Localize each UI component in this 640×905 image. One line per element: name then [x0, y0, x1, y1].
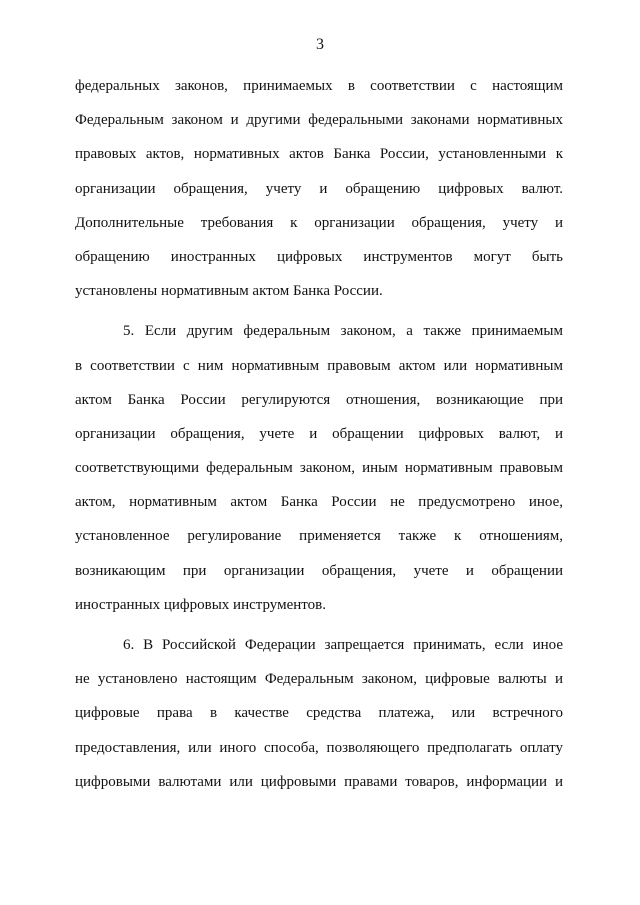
text-line: соответствующими федеральным законом, иным нормативным правовым: [75, 460, 563, 477]
text-line: иностранных цифровых инструментов.: [75, 596, 326, 613]
text-line: правовых актов, нормативных актов Банка России, установленными к: [75, 146, 563, 163]
text-line: установленное регулирование применяется также к отношениям,: [75, 528, 563, 545]
paragraph-item-5: [75, 314, 563, 622]
text-line: цифровыми валютами или цифровыми правами товаров, информации и: [75, 773, 563, 790]
text-line: 6. В Российской Федерации запрещается принимать, если иное: [123, 637, 563, 653]
text-line: организации обращения, учету и обращению цифровых валют.: [75, 180, 563, 197]
text-line: цифровые права в качестве средства платежа, или встречного: [75, 705, 563, 722]
text-line: актом Банка России регулируются отношения, возникающие при: [75, 391, 563, 408]
text-line: актом, нормативным актом Банка России не предусмотрено иное,: [75, 494, 563, 511]
text-line: обращению иностранных цифровых инструментов могут быть: [75, 248, 563, 265]
text-line: организации обращения, учете и обращении цифровых валют, и: [75, 425, 563, 442]
text-line: не установлено настоящим Федеральным законом, цифровые валюты и: [75, 671, 563, 688]
text-line: Дополнительные требования к организации обращения, учету и: [75, 214, 563, 231]
text-line: Федеральным законом и другими федеральными законами нормативных: [75, 112, 563, 129]
text-line: в соответствии с ним нормативным правовым актом или нормативным: [75, 357, 563, 374]
text-line: федеральных законов, принимаемых в соответствии с настоящим: [75, 78, 563, 94]
text-line: возникающим при организации обращения, учете и обращении: [75, 562, 563, 579]
paragraph-item-6: [75, 628, 563, 799]
text-line: установлены нормативным актом Банка России.: [75, 283, 383, 300]
page-number: 3: [316, 36, 324, 53]
text-line: предоставления, или иного способа, позволяющего предполагать оплату: [75, 739, 563, 756]
paragraph: [75, 69, 563, 308]
document-body: [75, 69, 563, 799]
text-line: 5. Если другим федеральным законом, а также принимаемым: [123, 323, 563, 340]
